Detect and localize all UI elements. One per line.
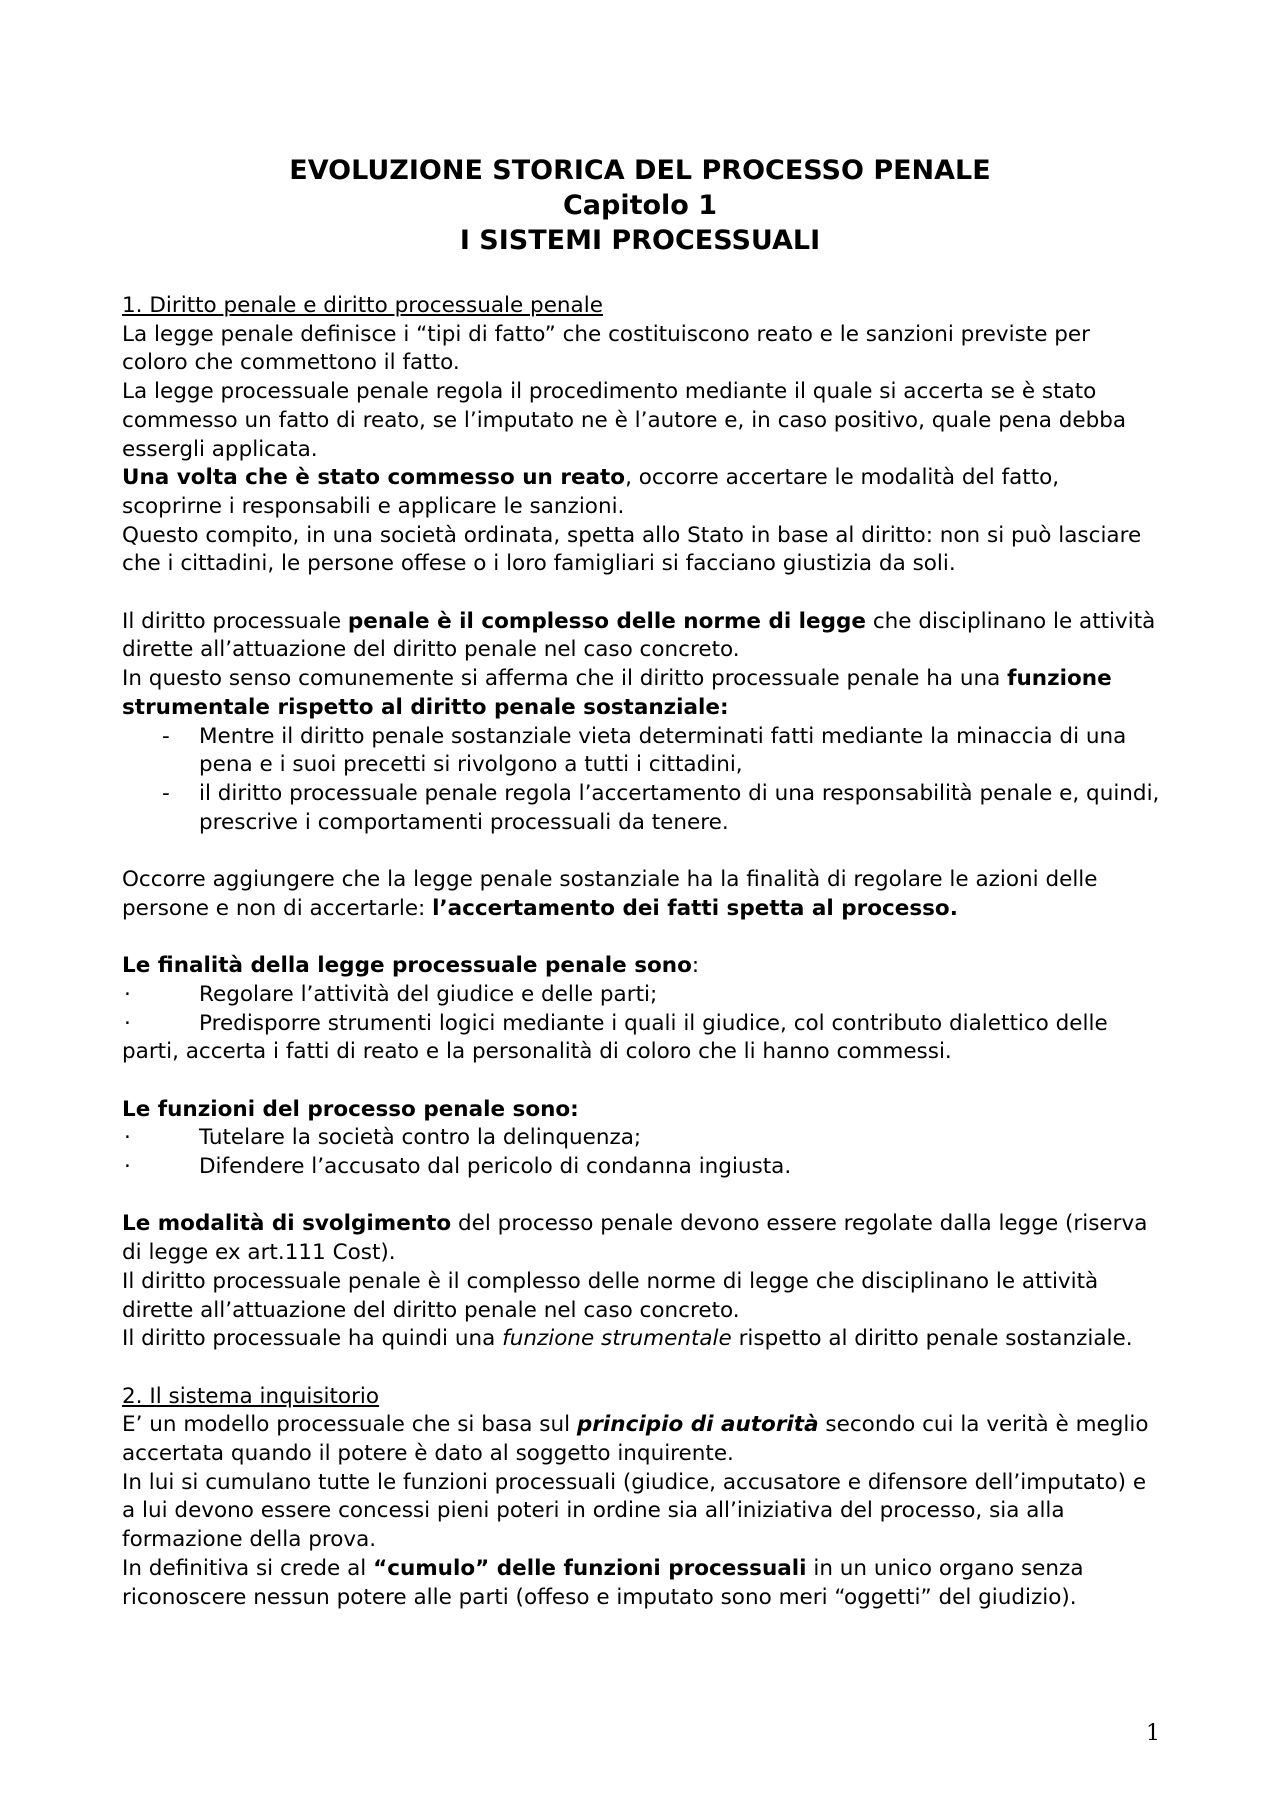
paragraph [122, 665, 1162, 722]
text: Occorre aggiungere che la legge penale sostanziale ha la finalità di regolare le azioni delle persone e non di accertarle: [122, 867, 1098, 921]
dash-list [122, 723, 1162, 838]
blank-line [122, 837, 1162, 866]
blank-line [122, 1067, 1162, 1096]
paragraph [122, 1411, 1162, 1468]
text: del processo penale devono essere regolate dalla legge (riserva di legge ex art.111 Cost). [122, 1211, 1148, 1266]
text: : [691, 953, 700, 979]
list-item-text: Predisporre strumenti logici mediante i quali il giudice, col contributo dialettico delle parti, accerta i fatti di reato e la personalità di coloro che li hanno commessi. [122, 1010, 1108, 1065]
list-item-text: Regolare l’attività del giudice e delle parti; [199, 981, 658, 1007]
blank-line [122, 1182, 1162, 1211]
dash-marker: - [162, 723, 170, 749]
text: E’ un modello processuale che si basa sul [122, 1412, 577, 1438]
chapter-label: Capitolo 1 [562, 190, 718, 221]
funzioni-heading [122, 1096, 1162, 1125]
paragraph [122, 608, 1162, 665]
text: Il diritto processuale [122, 608, 348, 634]
list-item-text: Mentre il diritto penale sostanziale vieta determinati fatti mediante la minaccia di una pena e i suoi precetti si rivolgono a tutti i cittadini, [199, 723, 1127, 778]
paragraph [122, 866, 1162, 923]
list-item [122, 723, 1162, 780]
paragraph [122, 1555, 1162, 1612]
paragraph [122, 1210, 1162, 1267]
section-2-heading: 2. Il sistema inquisitorio [122, 1383, 380, 1409]
paragraph: Il diritto processuale penale è il complesso delle norme di legge che disciplinano le attività dirette all’attuazione del diritto penale nel caso concreto. [122, 1268, 1099, 1323]
bold-text: Le funzioni del processo penale sono: [122, 1096, 579, 1122]
text: In definitiva si crede al [122, 1555, 374, 1581]
blank-line [122, 923, 1162, 952]
blank-line [122, 579, 1162, 608]
bold-text: Le modalità di svolgimento [122, 1211, 452, 1237]
paragraph: La legge processuale penale regola il procedimento mediante il quale si accerta se è stato commesso un fatto di reato, se l’imputato ne è l’autore e, in caso positivo, quale pena debba essergli applicata. [122, 379, 1127, 462]
list-item [122, 780, 1162, 837]
list-item [122, 981, 1162, 1010]
bullet-marker: · [124, 1010, 131, 1036]
bold-text: “cumulo” delle funzioni processuali [373, 1555, 807, 1581]
bullet-marker: · [124, 981, 131, 1007]
bold-text: funzione strumentale rispetto al diritto penale sostanziale: [122, 666, 1112, 720]
document-body [122, 292, 1162, 1612]
bold-text: l’accertamento dei fatti spetta al processo. [432, 895, 958, 921]
text: in un unico organo senza riconoscere nessun potere alle parti (offeso e imputato sono meri “oggetti” del giudizio). [122, 1555, 1084, 1610]
title-block [0, 153, 1280, 258]
bullet-marker: · [124, 1154, 131, 1180]
list-item-text: Tutelare la società contro la delinquenza; [199, 1125, 642, 1151]
paragraph [122, 1325, 1162, 1354]
finalita-heading [122, 952, 1162, 981]
list-item-text: il diritto processuale penale regola l’accertamento di una responsabilità penale e, quindi, prescrive i comportamenti processuali da tenere. [199, 780, 1160, 835]
paragraph: Questo compito, in una società ordinata, spetta allo Stato in base al diritto: non si può lasciare che i cittadini, le persone offese o i loro famigliari si facciano giustizia da soli. [122, 522, 1142, 577]
text: secondo cui la verità è meglio accertata quando il potere è dato al soggetto inquirente. [122, 1412, 1149, 1467]
page-number: 1 [1146, 1721, 1160, 1746]
list-item-text: Difendere l’accusato dal pericolo di condanna ingiusta. [199, 1154, 792, 1180]
bold-text: penale è il complesso delle norme di legge [347, 608, 867, 634]
text: rispetto al diritto penale sostanziale. [731, 1326, 1133, 1352]
chapter-subtitle: I SISTEMI PROCESSUALI [459, 225, 821, 256]
text: , occorre accertare le modalità del fatto, scoprirne i responsabili e applicare le sanzioni. [122, 465, 1060, 519]
bold-text: Le finalità della legge processuale penale sono [122, 953, 692, 979]
document-title: EVOLUZIONE STORICA DEL PROCESSO PENALE [289, 155, 991, 186]
section-1-heading: 1. Diritto penale e diritto processuale penale [122, 293, 603, 318]
paragraph: In lui si cumulano tutte le funzioni processuali (giudice, accusatore e difensore dell’imputato) e a lui devono essere concessi pieni poteri in ordine sia all’iniziativa del processo, sia alla formazione della prova. [122, 1469, 1147, 1553]
text: In questo senso comunemente si afferma che il diritto processuale penale ha una [122, 666, 1008, 692]
list-item [122, 1010, 1162, 1067]
paragraph: La legge penale definisce i “tipi di fatto” che costituiscono reato e le sanzioni previste per coloro che commettono il fatto. [122, 321, 1090, 376]
italic-text: funzione strumentale [502, 1326, 732, 1352]
bold-text: Una volta che è stato commesso un reato [122, 465, 626, 491]
bullet-marker: · [124, 1125, 131, 1151]
text: che disciplinano le attività dirette all’attuazione del diritto penale nel caso concreto. [122, 608, 1156, 663]
paragraph [122, 464, 1162, 521]
bold-italic-text: principio di autorità [576, 1412, 819, 1438]
list-item [122, 1124, 1162, 1153]
dash-marker: - [162, 780, 170, 806]
list-item [122, 1153, 1162, 1182]
blank-line [122, 1354, 1162, 1383]
text: Il diritto processuale ha quindi una [122, 1326, 503, 1352]
